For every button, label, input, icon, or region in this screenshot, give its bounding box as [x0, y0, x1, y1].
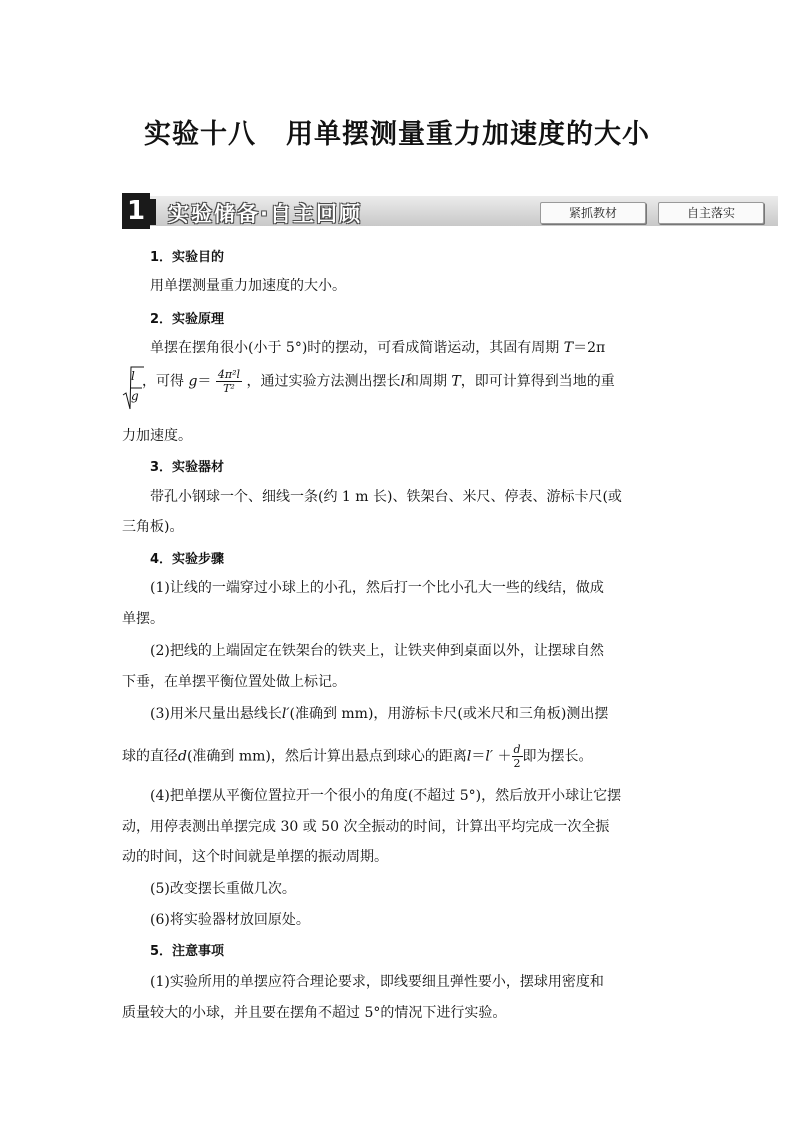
banner-tag-self-study[interactable]: 自主落实	[658, 202, 764, 224]
step3-text-b: (准确到 mm)，用游标卡尺(或米尺和三角板)测出摆	[289, 706, 609, 722]
symbol-g: g	[188, 373, 198, 390]
two-denominator: 2	[513, 757, 521, 770]
symbol-l: l	[400, 373, 405, 390]
fraction-denominator: T²	[223, 382, 235, 395]
page-title	[0, 112, 794, 151]
step1-line-2: 单摆。	[122, 611, 164, 627]
d-numerator: d	[513, 743, 521, 756]
step3-text-c: 球的直径	[122, 748, 178, 765]
banner-number: 1	[122, 193, 150, 229]
equipment-line-1: 带孔小钢球一个、细线一条(约 1 m 长)、铁架台、米尺、停表、游标卡尺(或	[150, 489, 622, 505]
formula-fraction	[216, 368, 242, 395]
step3-line-2	[122, 743, 593, 770]
step2-line-1: (2)把线的上端固定在铁架台的铁夹上，让铁夹伸到桌面以外，让摆球自然	[150, 643, 604, 659]
principle-line-3: 力加速度。	[122, 428, 192, 444]
purpose-text: 用单摆测量重力加速度的大小。	[150, 278, 346, 294]
section-banner	[122, 193, 778, 229]
equipment-line-2: 三角板)。	[122, 519, 184, 535]
step3-text-d: (准确到 mm)，然后计算出悬点到球心的距离	[186, 748, 467, 765]
symbol-T: T	[563, 340, 574, 356]
step3-text-e: 即为摆长。	[522, 748, 593, 765]
equals-sign: ＝	[197, 373, 212, 390]
title-experiment-number: 实验十八	[144, 119, 256, 150]
symbol-l-2: l	[466, 748, 472, 765]
banner-tag-textbook[interactable]: 紧抓教材	[540, 202, 646, 224]
section-heading-equipment: 3．实验器材	[150, 460, 225, 475]
section-heading-notes: 5．注意事项	[150, 944, 225, 959]
step2-line-2: 下垂，在单摆平衡位置处做上标记。	[122, 674, 346, 690]
step6: (6)将实验器材放回原处。	[150, 912, 310, 928]
step3-text-a: (3)用米尺量出悬线长	[150, 706, 282, 722]
sqrt-numerator: l	[131, 369, 135, 383]
title-experiment-name: 用单摆测量重力加速度的大小	[286, 119, 650, 150]
section-heading-purpose: 1．实验目的	[150, 250, 225, 265]
step4-line-2: 动，用停表测出单摆完成 30 或 50 次全振动的时间，计算出平均完成一次全振	[122, 819, 610, 835]
principle-line-2	[142, 368, 615, 395]
notes-line-1: (1)实验所用的单摆应符合理论要求，即线要细且弹性要小，摆球用密度和	[150, 974, 604, 990]
sqrt-l-over-g	[122, 365, 144, 411]
principle-line-1	[150, 337, 605, 357]
step3-line-1	[150, 703, 608, 723]
symbol-l-prime-2: l′	[485, 748, 494, 765]
step1-line-1: (1)让线的一端穿过小球上的小孔，然后打一个比小孔大一些的线结，做成	[150, 580, 604, 596]
sqrt-denominator: g	[131, 389, 139, 403]
principle-text-b: ，可得	[142, 373, 184, 390]
notes-line-2: 质量较大的小球，并且要在摆角不超过 5°的情况下进行实验。	[122, 1005, 507, 1021]
step4-line-1: (4)把单摆从平衡位置拉开一个很小的角度(不超过 5°)，然后放开小球让它摆	[150, 788, 622, 804]
principle-text-c: ，通过实验方法测出摆长	[246, 373, 401, 390]
two-pi: ＝2π	[573, 340, 606, 356]
equals-sign-2: ＝	[471, 748, 486, 765]
section-heading-steps: 4．实验步骤	[150, 552, 225, 567]
step5: (5)改变摆长重做几次。	[150, 881, 296, 897]
symbol-T-2: T	[451, 373, 461, 390]
plus-sign: ＋	[497, 748, 512, 765]
symbol-d: d	[178, 748, 187, 765]
principle-text-d: 和周期	[404, 373, 447, 390]
fraction-numerator: 4π²l	[217, 368, 241, 381]
symbol-l-prime: l′	[281, 706, 290, 722]
section-heading-principle: 2．实验原理	[150, 312, 225, 327]
principle-text-a: 单摆在摆角很小(小于 5°)时的摆动，可看成简谐运动，其固有周期	[150, 340, 560, 356]
step4-line-3: 动的时间，这个时间就是单摆的振动周期。	[122, 849, 388, 865]
d-over-2-fraction	[512, 743, 523, 770]
principle-text-e: ，即可计算得到当地的重	[460, 373, 615, 390]
banner-title: 实验储备·自主回顾	[168, 202, 362, 226]
